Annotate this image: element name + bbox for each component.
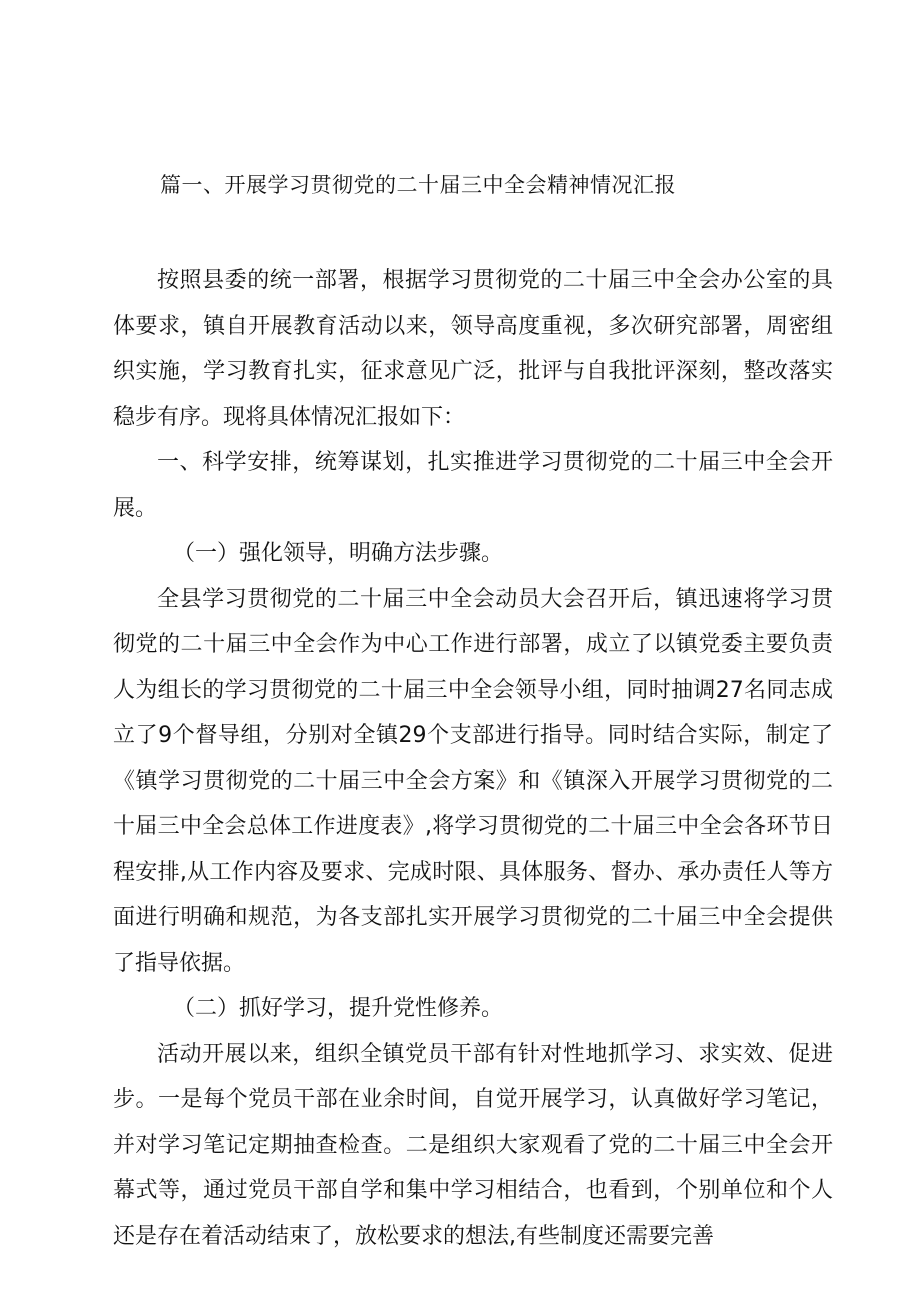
subsection-paragraph-2: 活动开展以来，组织全镇党员干部有针对性地抓学习、求实效、促进步。一是每个党员干部在业余时间，自觉开展学习，认真做好学习笔记，并对学习笔记定期抽查检查。二是组织大家观看了党的二十届三中全会开幕式等，通过党员干部自学和集中学习相结合，也看到，个别单位和个人还是存在着活动结束了，放松要求的想法,有些制度还需要完善 — [113, 1041, 833, 1249]
document-title: 篇一、开展学习贯彻党的二十届三中全会精神情况汇报 — [160, 173, 676, 197]
document-body — [113, 258, 833, 1259]
section-heading-1: 一、科学安排，统筹谋划，扎实推进学习贯彻党的二十届三中全会开展。 — [113, 450, 833, 521]
subsection-heading-1: （一）强化领导，明确方法步骤。 — [173, 541, 504, 566]
intro-paragraph: 按照县委的统一部署，根据学习贯彻党的二十届三中全会办公室的具体要求，镇自开展教育活动以来，领导高度重视，多次研究部署，周密组织实施，学习教育扎实，征求意见广泛，批评与自我批评深刻，整改落实稳步有序。现将具体情况汇报如下： — [113, 268, 833, 430]
subsection-paragraph-1: 全县学习贯彻党的二十届三中全会动员大会召开后，镇迅速将学习贯彻党的二十届三中全会作为中心工作进行部署，成立了以镇党委主要负责人为组长的学习贯彻党的二十届三中全会领导小组，同时抽调27名同志成立了9个督导组，分别对全镇29个支部进行指导。同时结合实际，制定了《镇学习贯彻党的二十届三中全会方案》和《镇深入开展学习贯彻党的二十届三中全会总体工作进度表》,将学习贯彻党的二十届三中全会各环节日程安排,从工作内容及要求、完成时限、具体服务、督办、承办责任人等方面进行明确和规范，为各支部扎实开展学习贯彻党的二十届三中全会提供了指导依据。 — [113, 586, 833, 976]
subsection-heading-2: （二）抓好学习，提升党性修养。 — [173, 996, 504, 1021]
